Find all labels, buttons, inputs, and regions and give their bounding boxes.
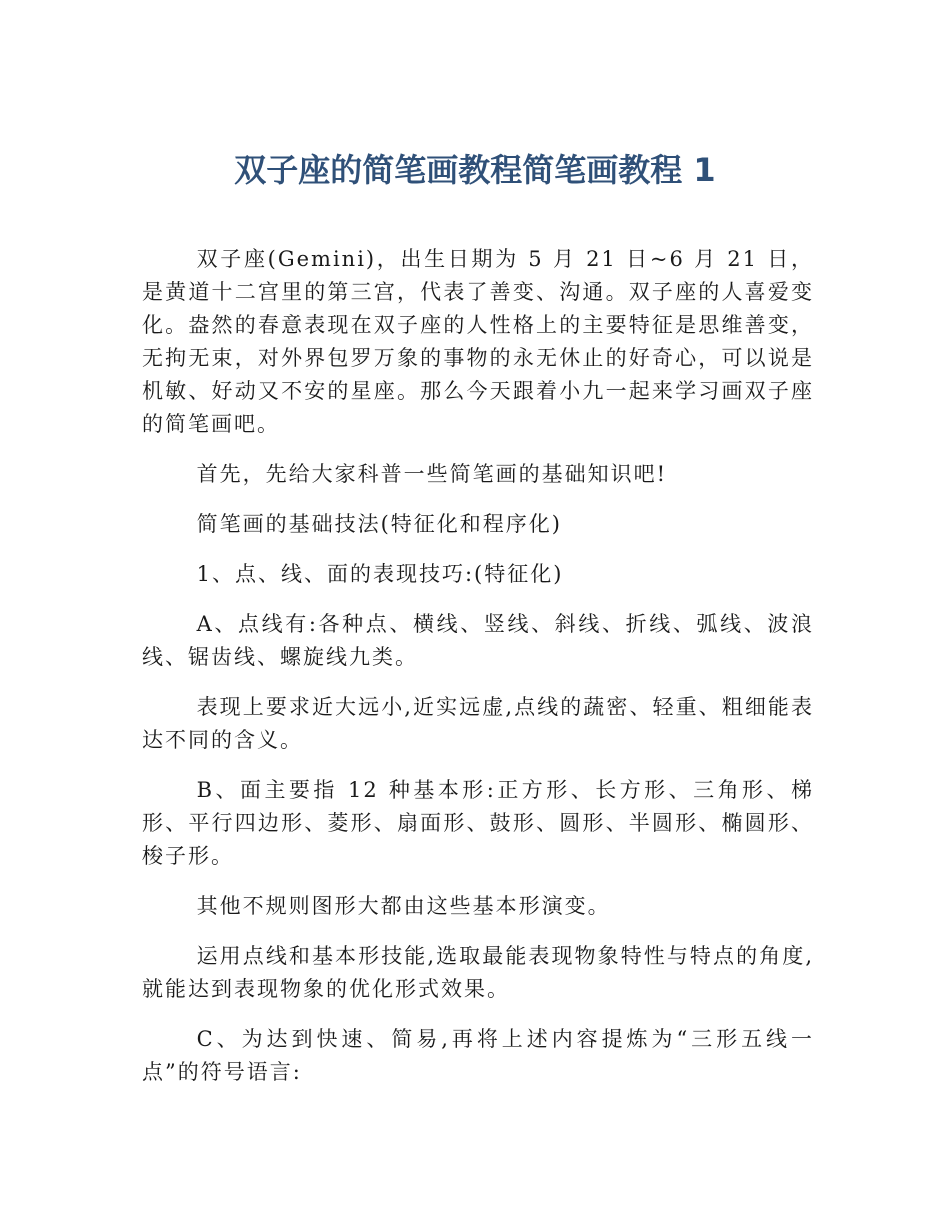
document-body <box>142 243 814 1106</box>
paragraph-irregular: 其他不规则图形大都由这些基本形演变。 <box>196 894 611 918</box>
paragraph-point-line-surface: 1、点、线、面的表现技巧:(特征化) <box>196 562 564 586</box>
page-title: 双子座的简笔画教程简笔画教程 1 <box>234 151 716 189</box>
paragraph-a-lines: A、点线有:各种点、横线、竖线、斜线、折线、弧线、波浪线、锯齿线、螺旋线九类。 <box>142 612 814 669</box>
paragraph-intro: 双子座(Gemini)，出生日期为 5 月 21 日~6 月 21 日，是黄道十二宫里的第三宫，代表了善变、沟通。双子座的人喜爱变化。盎然的春意表现在双子座的人性格上的主要特征是思维善变，无拘无束，对外界包罗万象的事物的永无休止的好奇心，可以说是机敏、好动又不安的星座。那么今天跟着小九一起来学习画双子座的简笔画吧。 <box>142 247 814 436</box>
paragraph-expression: 表现上要求近大远小,近实远虚,点线的蔬密、轻重、粗细能表达不同的含义。 <box>142 695 814 752</box>
paragraph-technique-heading: 简笔画的基础技法(特征化和程序化) <box>196 512 562 536</box>
paragraph-c-symbols: C、为达到快速、简易,再将上述内容提炼为“三形五线一点”的符号语言: <box>142 1027 814 1084</box>
paragraph-b-shapes: B、面主要指 12 种基本形:正方形、长方形、三角形、梯形、平行四边形、菱形、扇面形、鼓形、圆形、半圆形、椭圆形、梭子形。 <box>142 778 814 868</box>
paragraph-application: 运用点线和基本形技能,选取最能表现物象特性与特点的角度,就能达到表现物象的优化形式效果。 <box>142 944 814 1001</box>
paragraph-basics-intro: 首先，先给大家科普一些简笔画的基础知识吧! <box>196 462 668 486</box>
